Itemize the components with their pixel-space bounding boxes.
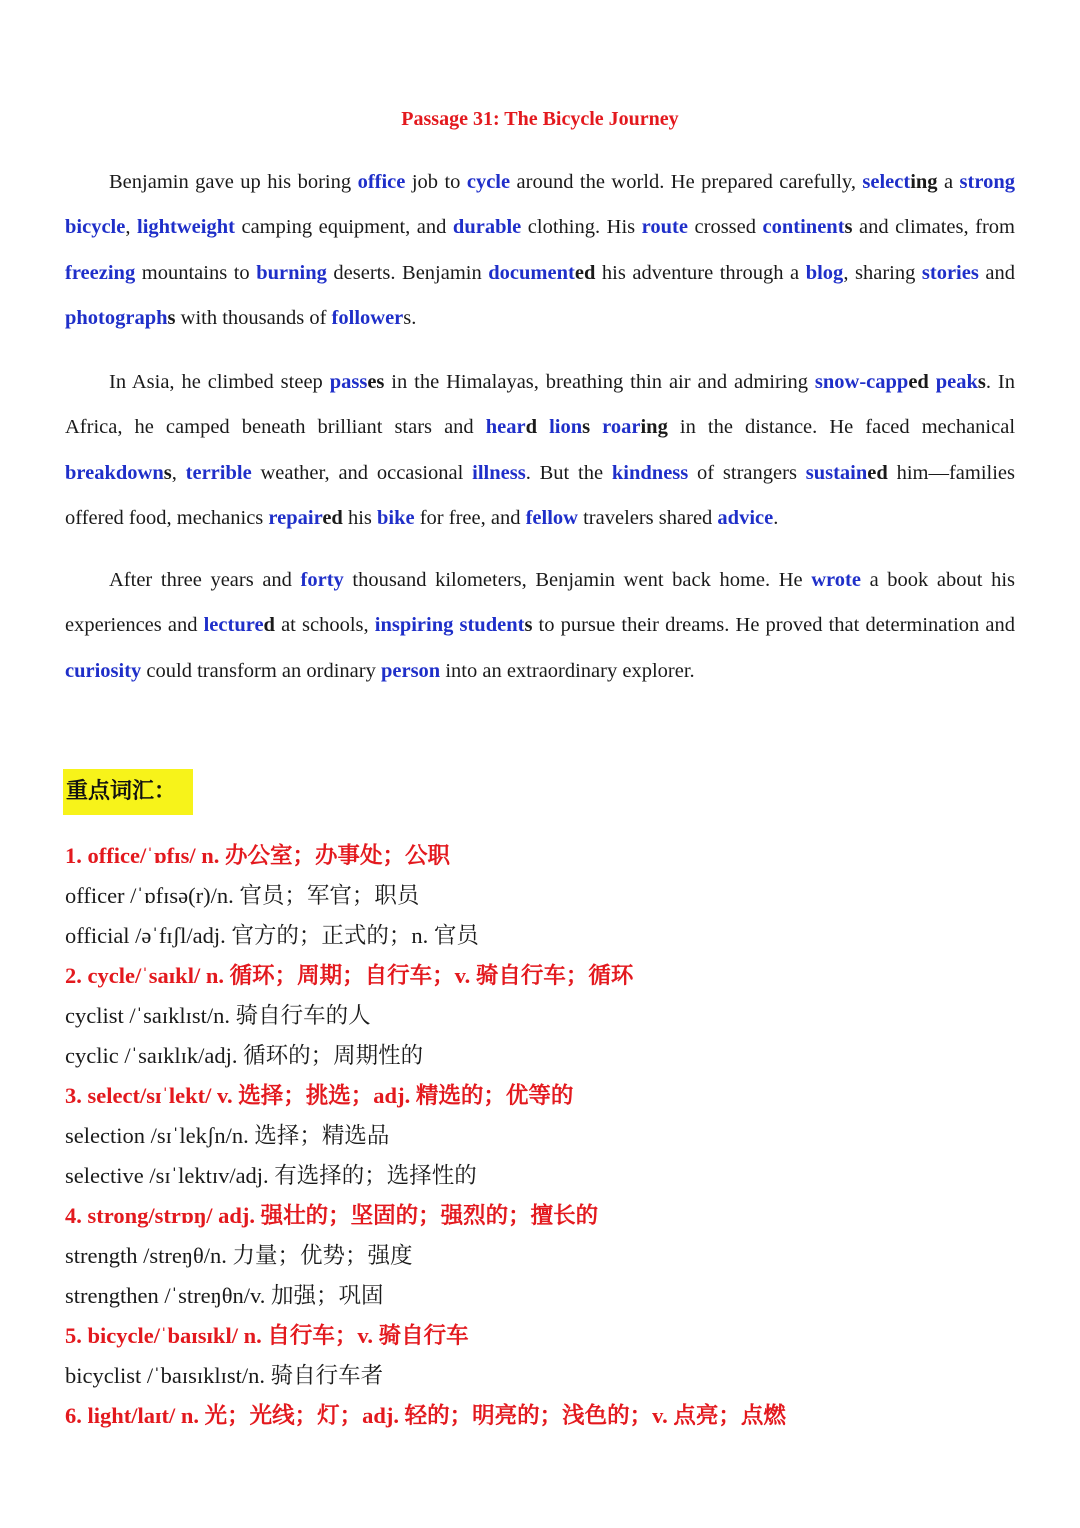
text-run: in the Himalayas, breathing thin air and admiring	[384, 371, 815, 393]
keyword: kindness	[611, 461, 689, 484]
keyword: wrote	[811, 569, 861, 591]
vocab-derivative: strength /streŋθ/n. 力量；优势；强度	[65, 1243, 413, 1268]
text-run: into an extraordinary explorer.	[440, 659, 695, 682]
text-run: and	[978, 261, 1015, 284]
paragraph-2	[65, 360, 1015, 541]
keyword-suffix: es	[367, 371, 385, 393]
keyword-suffix: s	[163, 461, 172, 484]
paragraph-1	[65, 160, 1015, 341]
vocab-derivative: cyclist /ˈsaɪklɪst/n. 骑自行车的人	[65, 1003, 371, 1028]
keyword-suffix: s	[167, 306, 176, 329]
keyword: freezing	[65, 261, 136, 284]
keyword: bicycle	[65, 216, 126, 239]
keyword: durable	[452, 216, 522, 239]
text-run: a book about his experiences and	[65, 569, 1015, 637]
keyword: stories	[921, 261, 979, 284]
keyword: photograph	[65, 306, 168, 329]
text-run: camping equipment, and	[234, 216, 453, 239]
vocab-headword: 4. strong/strɒŋ/ adj. 强壮的；坚固的；强烈的；擅长的	[65, 1203, 599, 1228]
vocab-derivative: official /əˈfɪʃl/adj. 官方的；正式的；n. 官员	[65, 923, 479, 948]
text-run: to pursue their dreams. He proved that determination and	[532, 614, 1016, 637]
vocab-list	[65, 836, 1025, 1436]
text-run: and climates, from	[852, 216, 1015, 239]
text-run: his adventure through a	[595, 261, 806, 284]
text-run: around the world. He prepared carefully,	[510, 171, 863, 193]
text-run	[590, 416, 602, 438]
text-run: of strangers	[688, 461, 806, 484]
keyword-suffix: s	[844, 216, 853, 239]
vocab-headword: 6. light/laɪt/ n. 光；光线；灯；adj. 轻的；明亮的；浅色的；v. 点亮；点燃	[65, 1403, 786, 1428]
text-run	[929, 371, 936, 393]
keyword: bike	[377, 506, 415, 529]
keyword-suffix: ed	[322, 506, 343, 529]
keyword: terrible	[185, 461, 252, 484]
keyword: snow-capp	[814, 371, 909, 393]
text-run: . In Africa, he camped beneath brilliant stars and	[65, 371, 1016, 439]
keyword-suffix: ed	[908, 371, 929, 393]
text-run: crossed	[687, 216, 763, 239]
text-run: thousand kilometers, Benjamin went back home. He	[343, 569, 812, 591]
passage-title: Passage 31: The Bicycle Journey	[401, 108, 679, 130]
keyword: fellow	[525, 506, 578, 529]
keyword: roar	[602, 416, 641, 439]
text-run: could transform an ordinary	[141, 659, 381, 682]
text-run: In Asia, he climbed steep	[109, 371, 330, 393]
vocab-derivative: officer /ˈɒfɪsə(r)/n. 官员；军官；职员	[65, 883, 420, 908]
keyword: burning	[256, 261, 327, 284]
keyword-suffix: ing	[910, 171, 938, 193]
text-run: ,	[171, 461, 186, 484]
vocab-derivative: cyclic /ˈsaɪklɪk/adj. 循环的；周期性的	[65, 1043, 424, 1068]
keyword: illness	[472, 461, 526, 484]
keyword: lecture	[203, 614, 264, 637]
text-run: ,	[125, 216, 137, 239]
text-run: for free, and	[414, 506, 526, 529]
vocab-derivative: selection /sɪˈlekʃn/n. 选择；精选品	[65, 1123, 390, 1148]
vocab-derivative: bicyclist /ˈbaɪsɪklɪst/n. 骑自行车者	[65, 1363, 384, 1388]
vocab-headword: 5. bicycle/ˈbaɪsɪkl/ n. 自行车；v. 骑自行车	[65, 1323, 469, 1348]
keyword: person	[380, 659, 441, 682]
keyword: peak	[935, 371, 978, 393]
text-run: Benjamin gave up his boring	[109, 171, 358, 193]
text-run: , sharing	[843, 261, 922, 284]
vocab-derivative: strengthen /ˈstreŋθn/v. 加强；巩固	[65, 1283, 384, 1308]
text-run: him—families offered food, mechanics	[65, 461, 1015, 529]
keyword: student	[459, 614, 525, 637]
keyword: lion	[549, 416, 583, 439]
text-run	[537, 416, 549, 438]
text-run: .	[773, 506, 779, 529]
keyword: inspiring	[374, 614, 454, 637]
keyword-suffix: d	[263, 614, 275, 637]
text-run: s.	[403, 306, 417, 329]
keyword: strong	[959, 171, 1015, 193]
text-run: with thousands of	[175, 306, 332, 329]
text-run: in the distance. He faced mechanical	[667, 416, 1016, 439]
keyword-suffix: ing	[640, 416, 668, 439]
text-run: weather, and occasional	[251, 461, 473, 484]
paragraph-3	[65, 558, 1015, 694]
vocab-headword: 1. office/ˈɒfɪs/ n. 办公室；办事处；公职	[65, 843, 450, 868]
text-run: his	[342, 506, 377, 529]
keyword: sustain	[805, 461, 868, 484]
keyword: route	[641, 216, 688, 239]
vocab-headword: 2. cycle/ˈsaɪkl/ n. 循环；周期；自行车；v. 骑自行车；循环	[65, 963, 634, 988]
keyword: repair	[268, 506, 323, 529]
keyword: breakdown	[65, 461, 164, 484]
text-run: . But the	[525, 461, 612, 484]
text-run: deserts. Benjamin	[326, 261, 489, 284]
keyword: document	[488, 261, 575, 284]
vocab-derivative: selective /sɪˈlektɪv/adj. 有选择的；选择性的	[65, 1163, 477, 1188]
keyword: select	[862, 171, 911, 193]
text-run: a	[937, 171, 960, 193]
text-run: job to	[405, 171, 467, 193]
keyword-suffix: s	[977, 371, 986, 393]
keyword: forty	[300, 569, 344, 591]
keyword-suffix: ed	[574, 261, 596, 284]
text-run: travelers shared	[577, 506, 718, 529]
keyword: hear	[485, 416, 526, 439]
keyword: advice	[717, 506, 774, 529]
text-run: mountains to	[135, 261, 257, 284]
keyword: blog	[805, 261, 844, 284]
keyword: cycle	[466, 171, 511, 193]
keyword-suffix: s	[524, 614, 533, 637]
text-run: at schools,	[274, 614, 375, 637]
keyword: lightweight	[137, 216, 235, 239]
keyword: office	[357, 171, 406, 193]
text-run: clothing. His	[521, 216, 642, 239]
vocab-headword: 3. select/sɪˈlekt/ v. 选择；挑选；adj. 精选的；优等的	[65, 1083, 574, 1108]
keyword-suffix: d	[525, 416, 537, 439]
text-run: After three years and	[109, 569, 301, 591]
keyword-suffix: s	[582, 416, 591, 439]
vocab-heading: 重点词汇：	[63, 769, 193, 815]
keyword: pass	[329, 371, 368, 393]
keyword-suffix: ed	[867, 461, 888, 484]
keyword: continent	[762, 216, 845, 239]
keyword: follower	[331, 306, 404, 329]
keyword: curiosity	[65, 659, 142, 682]
